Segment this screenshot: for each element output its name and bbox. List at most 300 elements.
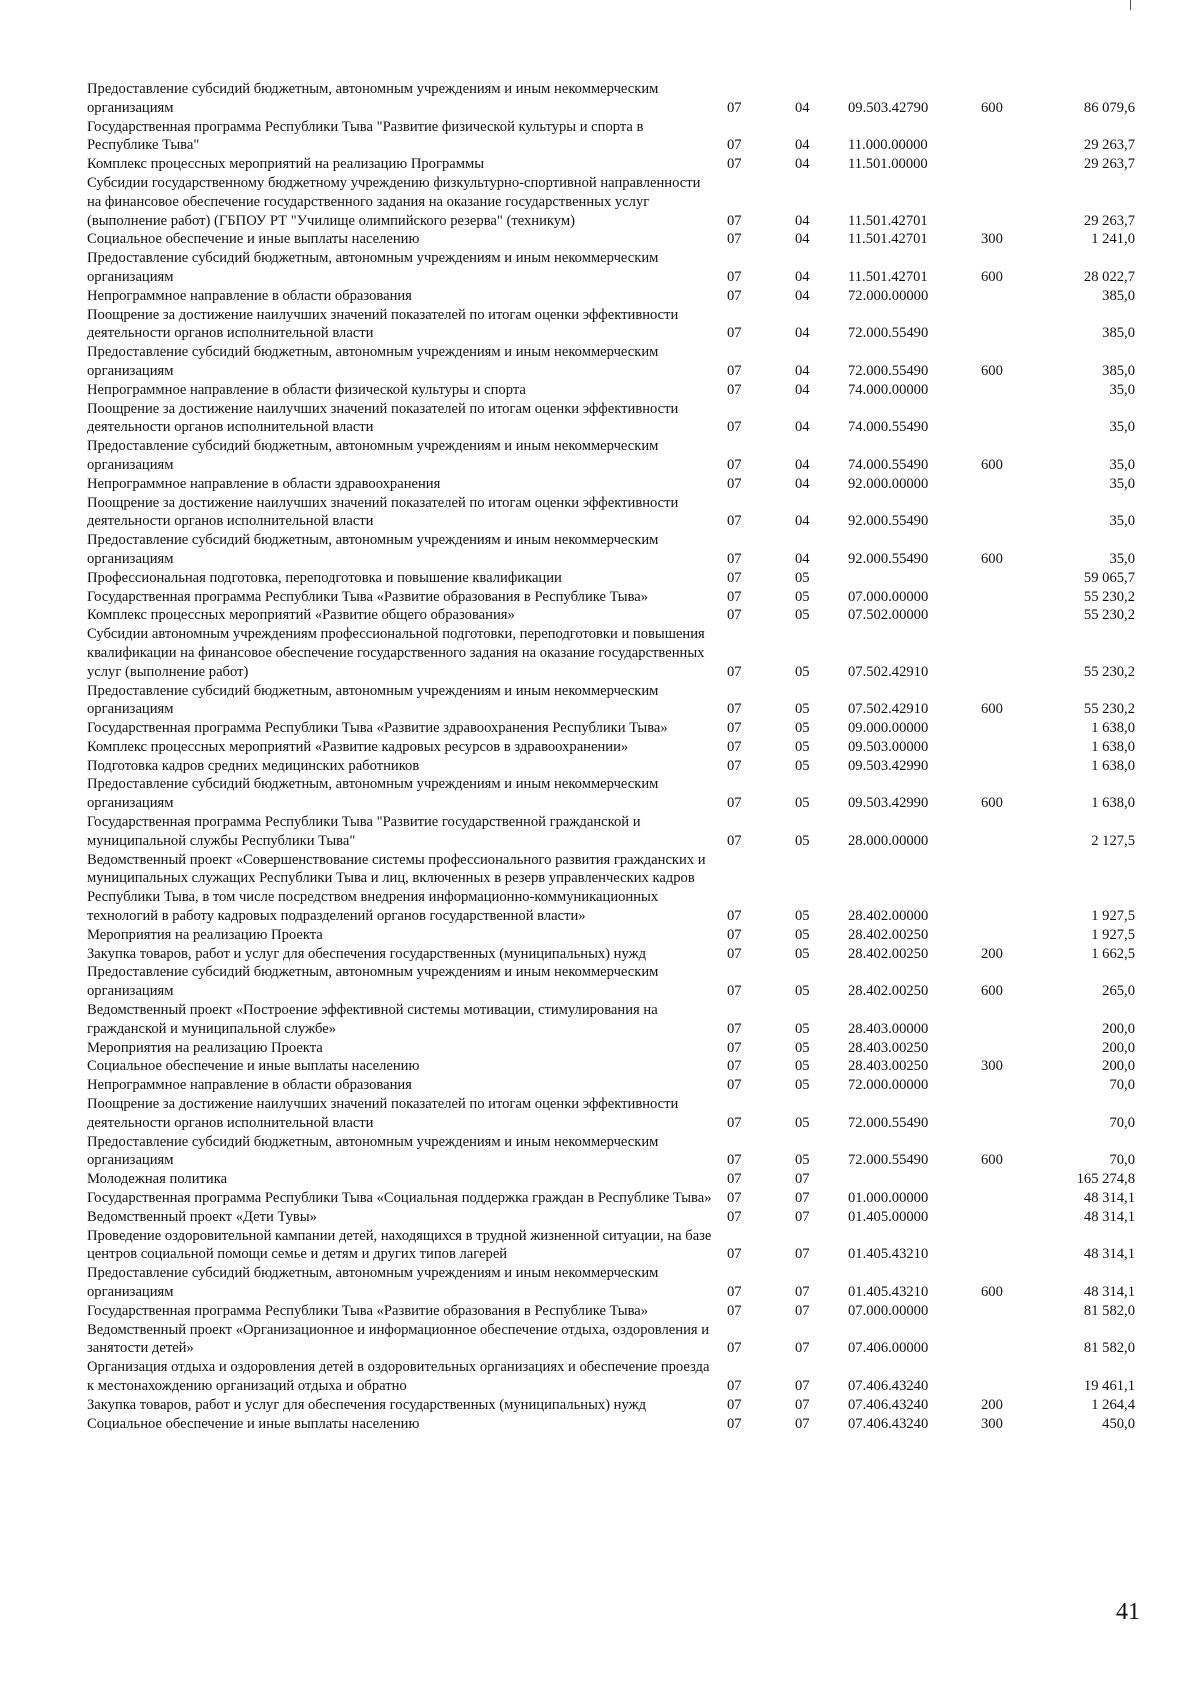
row-section: 07: [727, 738, 742, 755]
row-expense-type: [973, 174, 1041, 230]
row-target-article: 07.406.43240: [848, 1415, 929, 1432]
row-subsection: 07: [795, 1208, 810, 1225]
row-amount: 48 314,1: [1083, 1208, 1135, 1225]
row-subsection: 05: [795, 908, 810, 925]
row-subsection: 07: [795, 1415, 810, 1432]
row-amount: 1 927,5: [1091, 926, 1135, 943]
row-subsection: 05: [795, 720, 810, 737]
row-amount: 35,0: [1109, 419, 1135, 436]
table-row: [87, 963, 1141, 1001]
row-section: 07: [727, 701, 742, 718]
table-row: [87, 1170, 1141, 1189]
row-section: 07: [727, 720, 742, 737]
row-target-article: 07.000.00000: [848, 588, 929, 605]
row-name: Проведение оздоровительной кампании детей, находящихся в трудной жизненной ситуации, на базе центров социальной помощи семье и детям и других типов лагерей: [87, 1227, 712, 1263]
row-expense-type: [973, 1321, 1041, 1359]
row-expense-type: [973, 926, 1041, 945]
row-expense-type: 600: [981, 701, 1003, 718]
row-amount: 55 230,2: [1083, 663, 1135, 680]
row-target-article: 07.502.00000: [848, 607, 929, 624]
row-expense-type: 300: [981, 1058, 1003, 1075]
row-section: 07: [727, 231, 742, 248]
table-row: [87, 1208, 1141, 1227]
row-section: 07: [727, 1077, 742, 1094]
row-target-article: 01.405.43210: [848, 1246, 929, 1263]
row-amount: 55 230,2: [1083, 588, 1135, 605]
row-amount: 70,0: [1109, 1077, 1135, 1094]
table-row: [87, 1264, 1141, 1302]
row-amount: 2 127,5: [1091, 832, 1135, 849]
row-amount: 35,0: [1109, 513, 1135, 530]
row-subsection: 05: [795, 701, 810, 718]
row-subsection: 05: [795, 1114, 810, 1131]
row-expense-type: [973, 625, 1041, 681]
row-name: Предоставление субсидий бюджетным, автономным учреждениям и иным некоммерческим организациям: [87, 1265, 659, 1300]
row-amount: 1 662,5: [1091, 945, 1135, 962]
row-subsection: 05: [795, 588, 810, 605]
row-subsection: 05: [795, 926, 810, 943]
row-subsection: 05: [795, 1152, 810, 1169]
row-target-article: 72.000.00000: [848, 287, 929, 304]
row-subsection: 07: [795, 1377, 810, 1394]
row-target-article: 11.501.42701: [848, 231, 928, 248]
row-amount: 35,0: [1109, 456, 1135, 473]
table-row: [87, 738, 1141, 757]
row-amount: 29 263,7: [1083, 156, 1135, 173]
table-row: [87, 1227, 1141, 1265]
row-expense-type: 600: [981, 550, 1003, 567]
row-target-article: 72.000.55490: [848, 1114, 929, 1131]
table-row: [87, 174, 1141, 230]
row-section: 07: [727, 1152, 742, 1169]
row-name: Субсидии государственному бюджетному учреждению физкультурно-спортивной направленности на финансовое обеспечение государственного задания на оказание государственных услуг (выполнение работ) (ГБПОУ РТ "Училище олимпийского резерва" (техникум): [87, 174, 701, 229]
row-section: 07: [727, 475, 742, 492]
row-target-article: 74.000.55490: [848, 456, 929, 473]
row-expense-type: [973, 155, 1041, 174]
row-target-article: 09.503.00000: [848, 738, 929, 755]
row-target-article: [842, 1170, 973, 1189]
row-section: 07: [727, 212, 742, 229]
row-target-article: 74.000.55490: [848, 419, 929, 436]
row-subsection: 05: [795, 1058, 810, 1075]
row-amount: 48 314,1: [1083, 1190, 1135, 1207]
row-subsection: 04: [795, 419, 810, 436]
row-expense-type: [973, 1095, 1041, 1133]
row-subsection: 04: [795, 325, 810, 342]
row-name: Комплекс процессных мероприятий на реализацию Программы: [87, 156, 485, 173]
row-section: 07: [727, 268, 742, 285]
row-name: Ведомственный проект «Дети Тувы»: [87, 1208, 317, 1225]
row-section: 07: [727, 362, 742, 379]
table-row: [87, 1358, 1141, 1396]
row-expense-type: 300: [981, 1415, 1003, 1432]
table-row: [87, 757, 1141, 776]
row-section: 07: [727, 663, 742, 680]
row-target-article: 07.000.00000: [848, 1302, 929, 1319]
row-subsection: 04: [795, 287, 810, 304]
row-amount: 265,0: [1102, 983, 1135, 1000]
row-expense-type: 600: [981, 983, 1003, 1000]
row-name: Молодежная политика: [87, 1171, 228, 1188]
row-target-article: 11.501.00000: [848, 156, 928, 173]
row-amount: 35,0: [1109, 475, 1135, 492]
row-expense-type: [973, 118, 1041, 156]
table-row: [87, 775, 1141, 813]
row-name: Предоставление субсидий бюджетным, автономным учреждениям и иным некоммерческим организациям: [87, 776, 659, 812]
row-subsection: 05: [795, 832, 810, 849]
row-expense-type: [973, 606, 1041, 625]
row-amount: 1 638,0: [1091, 757, 1135, 774]
row-target-article: 72.000.55490: [848, 325, 929, 342]
row-name: Ведомственный проект «Совершенствование системы профессионального развития гражданских и муниципальных служащих Республики Тыва и лиц, включенных в резерв управленческих кадров Республики Тыва, в том числе посредством внедрения информационно-коммуникационных технологий в работу кадровых подразделений органов государственной власти»: [87, 851, 706, 925]
row-expense-type: [973, 1227, 1041, 1265]
row-subsection: 04: [795, 475, 810, 492]
row-section: 07: [727, 832, 742, 849]
row-section: 07: [727, 1302, 742, 1319]
row-expense-type: [973, 1302, 1041, 1321]
table-row: [87, 1095, 1141, 1133]
table-row: [87, 851, 1141, 926]
table-row: [87, 1321, 1141, 1359]
row-expense-type: [973, 1001, 1041, 1039]
row-section: 07: [727, 1208, 742, 1225]
page-number: 41: [1116, 1599, 1140, 1625]
row-amount: 1 638,0: [1091, 720, 1135, 737]
row-section: 07: [727, 287, 742, 304]
row-amount: 86 079,6: [1083, 99, 1135, 116]
row-expense-type: [973, 738, 1041, 757]
table-row: [87, 926, 1141, 945]
table-row: [87, 155, 1141, 174]
row-name: Государственная программа Республики Тыва "Развитие физической культуры и спорта в Республике Тыва": [87, 118, 644, 154]
table-row: [87, 1133, 1141, 1171]
row-target-article: 07.406.00000: [848, 1340, 929, 1357]
row-name: Предоставление субсидий бюджетным, автономным учреждениям и иным некоммерческим организациям: [87, 81, 659, 116]
row-expense-type: 600: [981, 1152, 1003, 1169]
row-name: Профессиональная подготовка, переподготовка и повышение квалификации: [87, 569, 562, 586]
row-section: 07: [727, 1190, 742, 1207]
row-target-article: 11.501.42701: [848, 268, 928, 285]
row-expense-type: 600: [981, 99, 1003, 116]
row-name: Предоставление субсидий бюджетным, автономным учреждениям и иным некоммерческим организациям: [87, 964, 659, 1000]
row-expense-type: [973, 1170, 1041, 1189]
row-amount: 1 638,0: [1091, 795, 1135, 812]
row-target-article: [842, 569, 973, 588]
row-section: 07: [727, 137, 742, 154]
row-name: Подготовка кадров средних медицинских работников: [87, 757, 420, 774]
row-target-article: 28.402.00250: [848, 926, 929, 943]
row-expense-type: [973, 757, 1041, 776]
row-amount: 81 582,0: [1083, 1302, 1135, 1319]
row-target-article: 07.502.42910: [848, 701, 929, 718]
row-target-article: 28.402.00000: [848, 908, 929, 925]
table-row: [87, 682, 1141, 720]
row-expense-type: [973, 494, 1041, 532]
row-subsection: 05: [795, 738, 810, 755]
row-amount: 200,0: [1102, 1020, 1135, 1037]
row-section: 07: [727, 908, 742, 925]
table-row: [87, 625, 1141, 681]
table-row: [87, 1189, 1141, 1208]
row-name: Государственная программа Республики Тыва «Социальная поддержка граждан в Республике Тыва»: [87, 1190, 712, 1207]
row-expense-type: 600: [981, 795, 1003, 812]
row-name: Ведомственный проект «Построение эффективной системы мотивации, стимулирования на гражданской и муниципальной службе»: [87, 1002, 658, 1037]
row-subsection: 05: [795, 1039, 810, 1056]
row-subsection: 07: [795, 1284, 810, 1300]
row-amount: 28 022,7: [1083, 268, 1135, 285]
table-row: [87, 1039, 1141, 1058]
row-subsection: 05: [795, 795, 810, 812]
row-name: Государственная программа Республики Тыва «Развитие здравоохранения Республики Тыва»: [87, 720, 668, 737]
row-name: Комплекс процессных мероприятий «Развитие общего образования»: [87, 607, 515, 624]
row-name: Поощрение за достижение наилучших значений показателей по итогам оценки эффективности деятельности органов исполнительной власти: [87, 1096, 679, 1131]
table-row: [87, 1396, 1141, 1415]
row-expense-type: 600: [981, 456, 1003, 473]
row-expense-type: 600: [981, 1284, 1003, 1300]
row-subsection: 05: [795, 663, 810, 680]
row-amount: 70,0: [1109, 1114, 1135, 1131]
row-target-article: 92.000.00000: [848, 475, 929, 492]
row-subsection: 04: [795, 456, 810, 473]
row-subsection: 04: [795, 212, 810, 229]
row-target-article: 28.403.00000: [848, 1020, 929, 1037]
row-section: 07: [727, 1415, 742, 1432]
row-name: Предоставление субсидий бюджетным, автономным учреждениям и иным некоммерческим организациям: [87, 1133, 659, 1169]
row-name: Организация отдыха и оздоровления детей в оздоровительных организациях и обеспечение проезда к местонахождению организаций отдыха и обратно: [87, 1359, 710, 1394]
table-row: [87, 287, 1141, 306]
row-section: 07: [727, 983, 742, 1000]
row-expense-type: [973, 475, 1041, 494]
row-target-article: 11.501.42701: [848, 212, 928, 229]
row-amount: 59 065,7: [1083, 569, 1135, 586]
row-amount: 19 461,1: [1083, 1377, 1135, 1394]
table-row: [87, 1076, 1141, 1095]
row-section: 07: [727, 1114, 742, 1131]
row-target-article: 74.000.00000: [848, 381, 929, 398]
row-section: 07: [727, 1020, 742, 1037]
row-expense-type: [973, 1358, 1041, 1396]
row-subsection: 05: [795, 569, 810, 586]
table-row: [87, 606, 1141, 625]
row-section: 07: [727, 513, 742, 530]
row-section: 07: [727, 1396, 742, 1413]
row-subsection: 04: [795, 137, 810, 154]
table-row: [87, 80, 1141, 118]
row-expense-type: [973, 1076, 1041, 1095]
row-name: Ведомственный проект «Организационное и информационное обеспечение отдыха, оздоровления и занятости детей»: [87, 1321, 710, 1357]
row-section: 07: [727, 419, 742, 436]
row-name: Социальное обеспечение и иные выплаты населению: [87, 1415, 420, 1432]
table-row: [87, 569, 1141, 588]
row-amount: 450,0: [1102, 1415, 1135, 1432]
row-section: 07: [727, 456, 742, 473]
row-name: Поощрение за достижение наилучших значений показателей по итогам оценки эффективности деятельности органов исполнительной власти: [87, 306, 679, 342]
row-expense-type: 600: [981, 268, 1003, 285]
table-row: [87, 1057, 1141, 1076]
row-name: Закупка товаров, работ и услуг для обеспечения государственных (муниципальных) нужд: [87, 1396, 647, 1413]
row-expense-type: [973, 719, 1041, 738]
row-target-article: 72.000.55490: [848, 1152, 929, 1169]
row-amount: 48 314,1: [1083, 1246, 1135, 1263]
row-section: 07: [727, 1340, 742, 1357]
row-name: Непрограммное направление в области здравоохранения: [87, 475, 441, 492]
row-expense-type: 600: [981, 362, 1003, 379]
row-target-article: 28.402.00250: [848, 983, 929, 1000]
row-name: Непрограммное направление в области образования: [87, 1077, 412, 1094]
row-amount: 48 314,1: [1083, 1284, 1135, 1300]
row-subsection: 04: [795, 156, 810, 173]
row-section: 07: [727, 588, 742, 605]
row-name: Комплекс процессных мероприятий «Развитие кадровых ресурсов в здравоохранении»: [87, 738, 629, 755]
row-subsection: 05: [795, 757, 810, 774]
row-name: Поощрение за достижение наилучших значений показателей по итогам оценки эффективности деятельности органов исполнительной власти: [87, 494, 679, 530]
row-name: Непрограммное направление в области образования: [87, 287, 412, 304]
table-row: [87, 400, 1141, 438]
row-target-article: 07.406.43240: [848, 1377, 929, 1394]
row-expense-type: [973, 1208, 1041, 1227]
budget-table-body: [87, 80, 1141, 1433]
row-expense-type: [973, 851, 1041, 926]
table-row: [87, 381, 1141, 400]
table-row: [87, 531, 1141, 569]
row-subsection: 04: [795, 99, 810, 116]
row-expense-type: 300: [981, 231, 1003, 248]
row-name: Предоставление субсидий бюджетным, автономным учреждениям и иным некоммерческим организациям: [87, 438, 659, 473]
row-target-article: 07.406.43240: [848, 1396, 929, 1413]
row-section: 07: [727, 1284, 742, 1300]
row-subsection: 07: [795, 1190, 810, 1207]
table-row: [87, 306, 1141, 344]
table-row: [87, 1302, 1141, 1321]
row-section: 07: [727, 569, 742, 586]
row-amount: 1 264,4: [1091, 1396, 1135, 1413]
row-subsection: 05: [795, 607, 810, 624]
row-amount: 55 230,2: [1083, 701, 1135, 718]
row-name: Закупка товаров, работ и услуг для обеспечения государственных (муниципальных) нужд: [87, 945, 647, 962]
row-target-article: 11.000.00000: [848, 137, 928, 154]
row-section: 07: [727, 1058, 742, 1075]
row-subsection: 04: [795, 268, 810, 285]
row-section: 07: [727, 1171, 742, 1188]
row-amount: 35,0: [1109, 381, 1135, 398]
table-row: [87, 813, 1141, 851]
row-name: Предоставление субсидий бюджетным, автономным учреждениям и иным некоммерческим организациям: [87, 344, 659, 379]
row-target-article: 01.405.43210: [848, 1284, 929, 1300]
row-name: Государственная программа Республики Тыва «Развитие образования в Республике Тыва»: [87, 1302, 649, 1319]
row-subsection: 07: [795, 1340, 810, 1357]
table-row: [87, 437, 1141, 475]
row-name: Предоставление субсидий бюджетным, автономным учреждениям и иным некоммерческим организациям: [87, 250, 659, 285]
row-amount: 81 582,0: [1083, 1340, 1135, 1357]
row-section: 07: [727, 945, 742, 962]
row-amount: 165 274,8: [1076, 1171, 1135, 1188]
row-subsection: 04: [795, 362, 810, 379]
row-expense-type: [973, 1039, 1041, 1058]
table-row: [87, 475, 1141, 494]
table-row: [87, 249, 1141, 287]
row-subsection: 04: [795, 550, 810, 567]
row-name: Предоставление субсидий бюджетным, автономным учреждениям и иным некоммерческим организациям: [87, 532, 659, 567]
row-target-article: 28.000.00000: [848, 832, 929, 849]
row-subsection: 07: [795, 1246, 810, 1263]
row-name: Поощрение за достижение наилучших значений показателей по итогам оценки эффективности деятельности органов исполнительной власти: [87, 400, 679, 436]
row-name: Социальное обеспечение и иные выплаты населению: [87, 231, 420, 248]
row-amount: 1 638,0: [1091, 738, 1135, 755]
row-subsection: 04: [795, 231, 810, 248]
row-section: 07: [727, 325, 742, 342]
budget-table: [87, 80, 1141, 1433]
row-section: 07: [727, 795, 742, 812]
scan-edge-mark: [1130, 0, 1131, 10]
row-amount: 200,0: [1102, 1039, 1135, 1056]
row-section: 07: [727, 1039, 742, 1056]
table-row: [87, 945, 1141, 964]
table-row: [87, 1415, 1141, 1434]
table-row: [87, 343, 1141, 381]
row-subsection: 05: [795, 983, 810, 1000]
row-expense-type: 200: [981, 1396, 1003, 1413]
row-subsection: 07: [795, 1396, 810, 1413]
row-expense-type: [973, 381, 1041, 400]
table-row: [87, 118, 1141, 156]
row-section: 07: [727, 99, 742, 116]
row-target-article: 09.503.42990: [848, 757, 929, 774]
row-amount: 55 230,2: [1083, 607, 1135, 624]
row-name: Предоставление субсидий бюджетным, автономным учреждениям и иным некоммерческим организациям: [87, 682, 659, 718]
row-amount: 29 263,7: [1083, 137, 1135, 154]
row-expense-type: [973, 813, 1041, 851]
row-target-article: 09.000.00000: [848, 720, 929, 737]
row-expense-type: [973, 569, 1041, 588]
row-name: Непрограммное направление в области физической культуры и спорта: [87, 381, 526, 398]
row-target-article: 07.502.42910: [848, 663, 929, 680]
row-section: 07: [727, 926, 742, 943]
row-amount: 1 927,5: [1091, 908, 1135, 925]
row-subsection: 05: [795, 945, 810, 962]
row-name: Социальное обеспечение и иные выплаты населению: [87, 1058, 420, 1075]
row-amount: 29 263,7: [1083, 212, 1135, 229]
row-subsection: 05: [795, 1077, 810, 1094]
row-section: 07: [727, 757, 742, 774]
row-amount: 385,0: [1102, 287, 1135, 304]
row-subsection: 04: [795, 513, 810, 530]
row-section: 07: [727, 607, 742, 624]
row-target-article: 09.503.42790: [848, 99, 929, 116]
row-target-article: 92.000.55490: [848, 513, 929, 530]
row-amount: 70,0: [1109, 1152, 1135, 1169]
row-section: 07: [727, 156, 742, 173]
row-name: Государственная программа Республики Тыва «Развитие образования в Республике Тыва»: [87, 588, 649, 605]
row-target-article: 09.503.42990: [848, 795, 929, 812]
row-expense-type: [973, 306, 1041, 344]
row-section: 07: [727, 1377, 742, 1394]
row-expense-type: 200: [981, 945, 1003, 962]
row-target-article: 01.000.00000: [848, 1190, 929, 1207]
row-expense-type: [973, 400, 1041, 438]
row-subsection: 04: [795, 381, 810, 398]
table-row: [87, 1001, 1141, 1039]
row-target-article: 28.403.00250: [848, 1058, 929, 1075]
row-subsection: 07: [795, 1171, 810, 1188]
row-section: 07: [727, 1246, 742, 1263]
table-row: [87, 230, 1141, 249]
row-amount: 35,0: [1109, 550, 1135, 567]
row-target-article: 28.402.00250: [848, 945, 929, 962]
row-target-article: 92.000.55490: [848, 550, 929, 567]
row-expense-type: [973, 287, 1041, 306]
row-expense-type: [973, 588, 1041, 607]
row-name: Мероприятия на реализацию Проекта: [87, 926, 323, 943]
